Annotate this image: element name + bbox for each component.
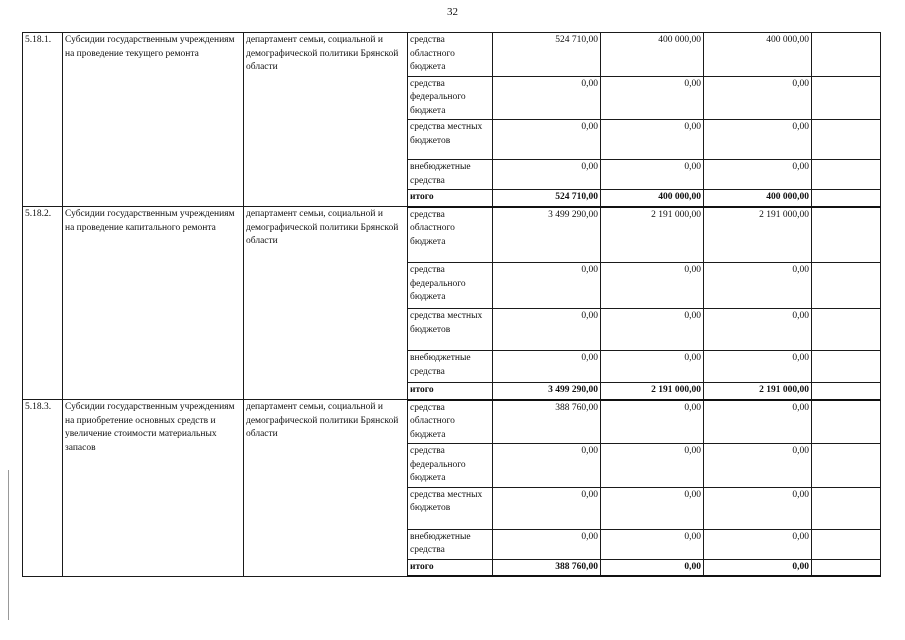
table-row: [23, 33, 881, 77]
amount-year-3: 0,00: [704, 444, 812, 488]
amount-year-2: 2 191 000,00: [601, 207, 704, 263]
amount-year-2: 400 000,00: [601, 190, 704, 207]
amount-year-1: 0,00: [493, 444, 601, 488]
funding-source: средства областного бюджета: [408, 207, 493, 263]
item-title: Субсидии государственным учреждениям на проведение капитального ремонта: [63, 207, 244, 400]
item-title: Субсидии государственным учреждениям на проведение текущего ремонта: [63, 33, 244, 207]
amount-year-1: 0,00: [493, 529, 601, 559]
empty-cell: [812, 160, 881, 190]
empty-cell: [812, 263, 881, 309]
amount-year-1: 0,00: [493, 160, 601, 190]
amount-year-2: 0,00: [601, 487, 704, 529]
page-number: 32: [447, 6, 458, 18]
amount-year-1: 0,00: [493, 309, 601, 351]
amount-year-2: 0,00: [601, 160, 704, 190]
amount-year-2: 0,00: [601, 529, 704, 559]
funding-source: итого: [408, 383, 493, 400]
item-number: 5.18.1.: [23, 33, 63, 207]
funding-source: внебюджетные средства: [408, 529, 493, 559]
budget-table: [22, 32, 881, 577]
empty-cell: [812, 383, 881, 400]
amount-year-3: 0,00: [704, 76, 812, 120]
amount-year-3: 0,00: [704, 400, 812, 444]
amount-year-2: 0,00: [601, 559, 704, 576]
table-body: [23, 33, 881, 577]
amount-year-1: 3 499 290,00: [493, 207, 601, 263]
amount-year-3: 0,00: [704, 160, 812, 190]
empty-cell: [812, 120, 881, 160]
amount-year-3: 0,00: [704, 120, 812, 160]
funding-source: средства областного бюджета: [408, 400, 493, 444]
funding-source: средства местных бюджетов: [408, 120, 493, 160]
amount-year-2: 400 000,00: [601, 33, 704, 77]
item-number: 5.18.2.: [23, 207, 63, 400]
empty-cell: [812, 190, 881, 207]
funding-source: внебюджетные средства: [408, 351, 493, 383]
funding-source: средства местных бюджетов: [408, 487, 493, 529]
empty-cell: [812, 33, 881, 77]
amount-year-3: 0,00: [704, 487, 812, 529]
amount-year-1: 0,00: [493, 487, 601, 529]
amount-year-1: 0,00: [493, 120, 601, 160]
amount-year-1: 388 760,00: [493, 559, 601, 576]
amount-year-2: 0,00: [601, 444, 704, 488]
amount-year-3: 2 191 000,00: [704, 207, 812, 263]
amount-year-2: 0,00: [601, 309, 704, 351]
empty-cell: [812, 444, 881, 488]
empty-cell: [812, 351, 881, 383]
empty-cell: [812, 487, 881, 529]
amount-year-3: 400 000,00: [704, 190, 812, 207]
amount-year-1: 0,00: [493, 263, 601, 309]
item-executor: департамент семьи, социальной и демографической политики Брянской области: [244, 207, 408, 400]
item-executor: департамент семьи, социальной и демографической политики Брянской области: [244, 33, 408, 207]
amount-year-2: 0,00: [601, 120, 704, 160]
item-number: 5.18.3.: [23, 400, 63, 577]
amount-year-3: 0,00: [704, 309, 812, 351]
amount-year-1: 388 760,00: [493, 400, 601, 444]
amount-year-3: 400 000,00: [704, 33, 812, 77]
funding-source: итого: [408, 190, 493, 207]
funding-source: средства федерального бюджета: [408, 76, 493, 120]
scan-edge-mark: [8, 470, 9, 620]
empty-cell: [812, 400, 881, 444]
table-row: [23, 207, 881, 263]
amount-year-2: 0,00: [601, 263, 704, 309]
item-executor: департамент семьи, социальной и демографической политики Брянской области: [244, 400, 408, 577]
funding-source: внебюджетные средства: [408, 160, 493, 190]
amount-year-1: 0,00: [493, 76, 601, 120]
amount-year-2: 0,00: [601, 351, 704, 383]
item-title: Субсидии государственным учреждениям на приобретение основных средств и увеличение стоимости материальных запасов: [63, 400, 244, 577]
funding-source: средства федерального бюджета: [408, 263, 493, 309]
empty-cell: [812, 309, 881, 351]
empty-cell: [812, 529, 881, 559]
amount-year-1: 524 710,00: [493, 190, 601, 207]
empty-cell: [812, 76, 881, 120]
funding-source: средства федерального бюджета: [408, 444, 493, 488]
amount-year-1: 0,00: [493, 351, 601, 383]
amount-year-1: 3 499 290,00: [493, 383, 601, 400]
amount-year-3: 2 191 000,00: [704, 383, 812, 400]
amount-year-3: 0,00: [704, 529, 812, 559]
empty-cell: [812, 559, 881, 576]
funding-source: итого: [408, 559, 493, 576]
amount-year-3: 0,00: [704, 559, 812, 576]
amount-year-2: 0,00: [601, 76, 704, 120]
amount-year-2: 2 191 000,00: [601, 383, 704, 400]
amount-year-2: 0,00: [601, 400, 704, 444]
table-row: [23, 400, 881, 444]
funding-source: средства местных бюджетов: [408, 309, 493, 351]
amount-year-3: 0,00: [704, 263, 812, 309]
empty-cell: [812, 207, 881, 263]
amount-year-1: 524 710,00: [493, 33, 601, 77]
amount-year-3: 0,00: [704, 351, 812, 383]
funding-source: средства областного бюджета: [408, 33, 493, 77]
